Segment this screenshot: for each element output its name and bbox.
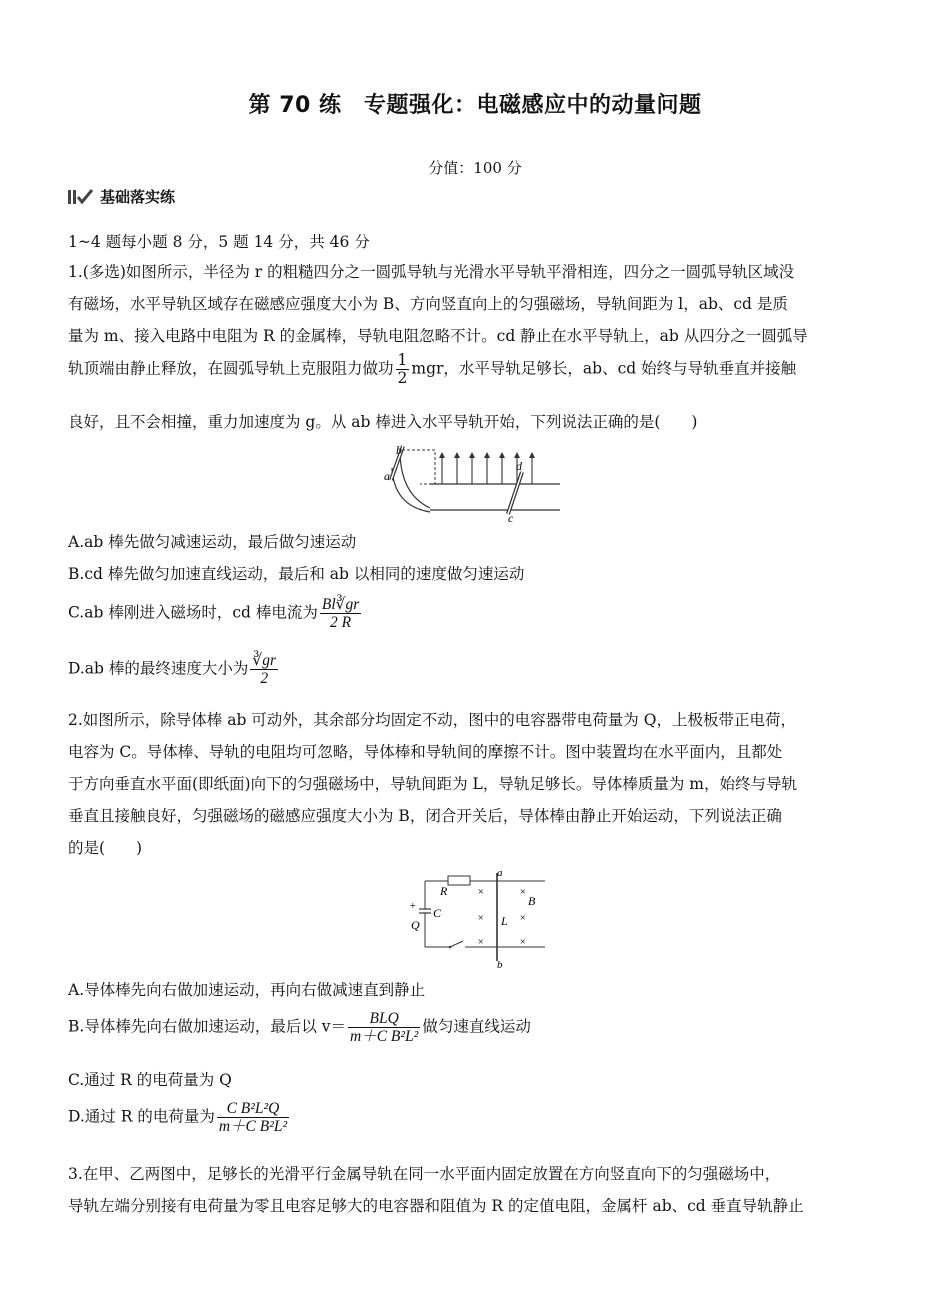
label-a: a	[497, 867, 503, 879]
q1-option-d-fraction: $\frac{∛gr}{2}$	[252, 652, 277, 688]
label-c: c	[508, 511, 514, 524]
q2-line-2: 电容为 C。导体棒、导轨的电阻均可忽略，导体棒和导轨间的摩擦不计。图中装置均在水平面内，且都处	[68, 743, 783, 761]
label-d: d	[516, 459, 522, 473]
label-l: L	[501, 914, 508, 928]
svg-text:×: ×	[519, 912, 527, 924]
q1-option-c	[68, 596, 883, 631]
label-r: R	[440, 884, 448, 898]
resistor	[448, 876, 470, 885]
q2-option-a: A.导体棒先向右做加速运动，再向右做减速直到静止	[68, 981, 426, 999]
label-b: b	[497, 959, 503, 969]
switch	[450, 941, 463, 947]
field-boundary	[402, 450, 435, 484]
q2-option-c: C.通过 R 的电荷量为 Q	[68, 1071, 232, 1089]
q2-option-d	[68, 1100, 883, 1135]
q2-line-3: 于方向垂直水平面(即纸面)向下的匀强磁场中，导轨间距为 L，导轨足够长。导体棒质量为 m，始终与导轨	[68, 775, 797, 793]
q1-line-4	[68, 352, 883, 387]
svg-text:×: ×	[519, 886, 527, 898]
page-title: 第 70 练 专题强化：电磁感应中的动量问题	[248, 93, 702, 118]
section-header	[68, 186, 175, 207]
q3-line-1: 3.在甲、乙两图中，足够长的光滑平行金属导轨在同一水平面内固定放置在方向竖直向下的匀强磁场中，	[68, 1165, 781, 1183]
q1-option-c-text: C.ab 棒刚进入磁场时，cd 棒电流为	[68, 603, 318, 622]
q2-line-4: 垂直且接触良好，匀强磁场的磁感应强度大小为 B，闭合开关后，导体棒由静止开始运动，下列说法正确	[68, 807, 782, 825]
q1-option-a: A.ab 棒先做匀减速运动，最后做匀速运动	[68, 533, 357, 551]
fraction-half: $\frac{1}{2}$	[397, 351, 408, 388]
checklist-icon	[68, 188, 94, 206]
q1-line-1: 1.(多选)如图所示，半径为 r 的粗糙四分之一圆弧导轨与光滑水平导轨平滑相连，四分之一圆弧导轨区域没	[68, 263, 795, 281]
score-label: 分值：100 分	[428, 159, 522, 177]
q2-line-1: 2.如图所示，除导体棒 ab 可动外，其余部分均固定不动，图中的电容器带电荷量为 Q，上极板带正电荷，	[68, 711, 796, 729]
q1-line-4-text-b: mgr，水平导轨足够长，ab、cd 始终与导轨垂直并接触	[411, 359, 797, 378]
q1-figure	[380, 442, 570, 524]
q2-option-b-text: B.导体棒先向右做加速运动，最后以 v＝	[68, 1017, 347, 1036]
label-c: C	[433, 906, 442, 920]
q1-line-4-text: 轨顶端由静止释放，在圆弧导轨上克服阻力做功	[68, 359, 394, 378]
section-title: 基础落实练	[100, 188, 176, 206]
q2-option-b-fraction: $\frac{\text{BLQ}}{\text{m＋C B²L²}}$	[350, 1010, 419, 1046]
q1-line-5: 良好，且不会相撞，重力加速度为 g。从 ab 棒进入水平导轨开始，下列说法正确的是( )	[68, 413, 698, 431]
q2-figure	[405, 865, 545, 969]
q1-line-3: 量为 m、接入电路中电阻为 R 的金属棒，导轨电阻忽略不计。cd 静止在水平导轨上，ab 从四分之一圆弧导	[68, 327, 808, 345]
q1-line-2: 有磁场，水平导轨区域存在磁感应强度大小为 B、方向竖直向上的匀强磁场，导轨间距为 l，ab、cd 是质	[68, 295, 788, 313]
svg-text:×: ×	[477, 912, 485, 924]
label-b: b	[396, 443, 402, 457]
svg-text:×: ×	[519, 936, 527, 948]
svg-text:×: ×	[477, 936, 485, 948]
svg-text:×: ×	[477, 886, 485, 898]
q1-option-d	[68, 652, 883, 687]
label-plus: +	[409, 900, 417, 912]
label-a: a	[384, 469, 390, 483]
q2-option-d-fraction: $\frac{\text{C B²L²Q}}{\text{m＋C B²L²}}$	[218, 1100, 288, 1136]
label-b-field: B	[528, 894, 536, 908]
q2-option-d-text: D.通过 R 的电荷量为	[68, 1107, 215, 1126]
q1-option-b: B.cd 棒先做匀加速直线运动，最后和 ab 以相同的速度做匀速运动	[68, 565, 525, 583]
score-rule: 1~4 题每小题 8 分，5 题 14 分，共 46 分	[68, 233, 370, 251]
q1-option-c-fraction: $\frac{Bl∛gr}{2 R}$	[321, 596, 360, 632]
q2-option-b-suffix: 做匀速直线运动	[422, 1017, 531, 1036]
q1-option-d-text: D.ab 棒的最终速度大小为	[68, 659, 249, 678]
label-q: Q	[411, 918, 420, 932]
q2-line-5: 的是( )	[68, 839, 143, 857]
q3-line-2: 导轨左端分别接有电荷量为零且电容足够大的电容器和阻值为 R 的定值电阻，金属杆 ab、cd 垂直导轨静止	[68, 1197, 804, 1215]
q2-option-b	[68, 1010, 883, 1045]
